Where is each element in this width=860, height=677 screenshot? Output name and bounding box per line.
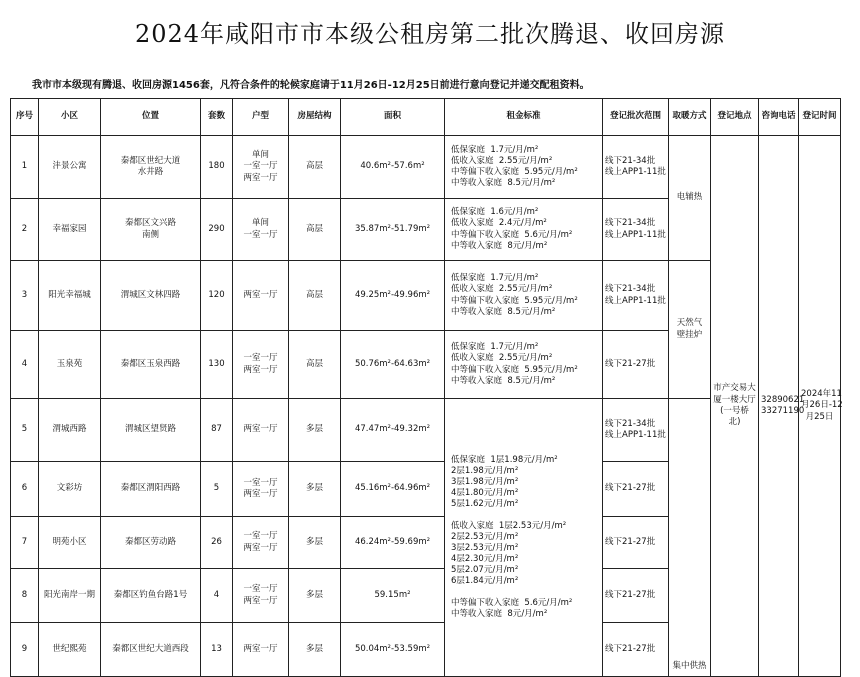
cell-heating-gas: 天然气 壁挂炉 (669, 261, 711, 399)
cell-community: 阳光幸福城 (39, 261, 101, 331)
cell-no: 1 (11, 136, 39, 199)
cell-structure: 高层 (289, 136, 341, 199)
cell-batch: 线下21-34批 线上APP1-11批 (603, 199, 669, 261)
cell-heating-electric: 电辅热 (669, 136, 711, 261)
cell-structure: 多层 (289, 623, 341, 677)
cell-community: 阳光南岸一期 (39, 569, 101, 623)
cell-units: 180 (201, 136, 233, 199)
cell-units: 5 (201, 462, 233, 517)
header-place: 登记地点 (711, 99, 759, 136)
cell-structure: 高层 (289, 261, 341, 331)
cell-units: 13 (201, 623, 233, 677)
cell-location: 秦都区玉泉西路 (101, 331, 201, 399)
cell-units: 4 (201, 569, 233, 623)
cell-location: 渭城区文林四路 (101, 261, 201, 331)
cell-location: 秦都区渭阳西路 (101, 462, 201, 517)
header-area: 面积 (341, 99, 445, 136)
cell-community: 文彩坊 (39, 462, 101, 517)
cell-batch: 线下21-34批 线上APP1-11批 (603, 399, 669, 462)
header-phone: 咨询电话 (759, 99, 799, 136)
cell-area: 45.16m²-64.96m² (341, 462, 445, 517)
cell-no: 9 (11, 623, 39, 677)
cell-community: 玉泉苑 (39, 331, 101, 399)
cell-location: 秦都区文兴路 南侧 (101, 199, 201, 261)
cell-type: 一室一厅 两室一厅 (233, 517, 289, 569)
cell-units: 26 (201, 517, 233, 569)
cell-rent: 低保家庭 1.6元/月/m² 低收入家庭 2.4元/月/m² 中等偏下收入家庭 5.6元/月/m² 中等收入家庭 8元/月/m² (445, 199, 603, 261)
header-location: 位置 (101, 99, 201, 136)
cell-batch: 线下21-27批 (603, 569, 669, 623)
housing-table (10, 98, 841, 677)
cell-location: 秦都区世纪大道西段 (101, 623, 201, 677)
cell-type: 一室一厅 两室一厅 (233, 331, 289, 399)
cell-batch: 线下21-27批 (603, 331, 669, 399)
cell-units: 87 (201, 399, 233, 462)
cell-community: 沣景公寓 (39, 136, 101, 199)
cell-community: 世纪熙苑 (39, 623, 101, 677)
cell-no: 3 (11, 261, 39, 331)
cell-location: 秦都区世纪大道 水井路 (101, 136, 201, 199)
cell-units: 130 (201, 331, 233, 399)
notice-text: 我市市本级现有腾退、收回房源1456套，凡符合条件的轮候家庭请于11月26日-12月25日前进行意向登记并递交配租资料。 (32, 80, 590, 91)
cell-rent: 低保家庭 1.7元/月/m² 低收入家庭 2.55元/月/m² 中等偏下收入家庭 5.95元/月/m² 中等收入家庭 8.5元/月/m² (445, 136, 603, 199)
cell-area: 46.24m²-59.69m² (341, 517, 445, 569)
cell-type: 两室一厅 (233, 399, 289, 462)
cell-structure: 多层 (289, 462, 341, 517)
header-rent: 租金标准 (445, 99, 603, 136)
cell-structure: 多层 (289, 399, 341, 462)
cell-batch: 线下21-27批 (603, 623, 669, 677)
header-time: 登记时间 (799, 99, 841, 136)
cell-register-place: 市产交易大 厦一楼大厅 (一号桥 北) (711, 136, 759, 677)
table-header (11, 99, 841, 136)
cell-rent-multilayer: 低保家庭 1层1.98元/月/m² 2层1.98元/月/m² 3层1.98元/月/m² 4层1.80元/月/m² 5层1.62元/月/m² 低收入家庭 1层2.53元/月/m² 2层2.53元/月/m² 3层2.53元/月/m² 4层2.30元/月/m² 5层2.07元/月/m² 6层1.84元/月/m² 中等偏下收入家庭 5.6元/月/m² 中等收入家庭 8元/月/m² (445, 399, 603, 677)
cell-location: 秦都区钓鱼台路1号 (101, 569, 201, 623)
cell-structure: 多层 (289, 517, 341, 569)
cell-no: 6 (11, 462, 39, 517)
header-heating: 取暖方式 (669, 99, 711, 136)
header-type: 户型 (233, 99, 289, 136)
cell-no: 2 (11, 199, 39, 261)
cell-phone: 32890621 33271190 (759, 136, 799, 677)
cell-no: 8 (11, 569, 39, 623)
header-structure: 房屋结构 (289, 99, 341, 136)
header-units: 套数 (201, 99, 233, 136)
cell-type: 一室一厅 两室一厅 (233, 462, 289, 517)
cell-batch: 线下21-34批 线上APP1-11批 (603, 136, 669, 199)
cell-area: 40.6m²-57.6m² (341, 136, 445, 199)
cell-batch: 线下21-27批 (603, 462, 669, 517)
cell-area: 59.15m² (341, 569, 445, 623)
cell-area: 50.76m²-64.63m² (341, 331, 445, 399)
cell-rent: 低保家庭 1.7元/月/m² 低收入家庭 2.55元/月/m² 中等偏下收入家庭 5.95元/月/m² 中等收入家庭 8.5元/月/m² (445, 331, 603, 399)
cell-no: 4 (11, 331, 39, 399)
cell-no: 7 (11, 517, 39, 569)
cell-area: 50.04m²-53.59m² (341, 623, 445, 677)
header-no: 序号 (11, 99, 39, 136)
cell-area: 47.47m²-49.32m² (341, 399, 445, 462)
cell-structure: 高层 (289, 199, 341, 261)
cell-area: 49.25m²-49.96m² (341, 261, 445, 331)
cell-no: 5 (11, 399, 39, 462)
cell-units: 290 (201, 199, 233, 261)
cell-structure: 多层 (289, 569, 341, 623)
cell-location: 秦都区劳动路 (101, 517, 201, 569)
cell-register-time: 2024年11 月26日-12 月25日 (799, 136, 841, 677)
cell-location: 渭城区望贤路 (101, 399, 201, 462)
cell-units: 120 (201, 261, 233, 331)
cell-area: 35.87m²-51.79m² (341, 199, 445, 261)
cell-community: 渭城西路 (39, 399, 101, 462)
cell-community: 明苑小区 (39, 517, 101, 569)
header-community: 小区 (39, 99, 101, 136)
table-row (11, 136, 841, 199)
page-title: 2024年咸阳市市本级公租房第二批次腾退、收回房源 (134, 20, 726, 48)
cell-type: 单间 一室一厅 (233, 199, 289, 261)
cell-type: 一室一厅 两室一厅 (233, 569, 289, 623)
cell-community: 幸福家园 (39, 199, 101, 261)
cell-type: 两室一厅 (233, 261, 289, 331)
cell-heating-central: 集中供热 (669, 399, 711, 677)
cell-type: 两室一厅 (233, 623, 289, 677)
header-batch: 登记批次范围 (603, 99, 669, 136)
cell-type: 单间 一室一厅 两室一厅 (233, 136, 289, 199)
cell-batch: 线下21-27批 (603, 517, 669, 569)
cell-structure: 高层 (289, 331, 341, 399)
cell-batch: 线下21-34批 线上APP1-11批 (603, 261, 669, 331)
cell-rent: 低保家庭 1.7元/月/m² 低收入家庭 2.55元/月/m² 中等偏下收入家庭 5.95元/月/m² 中等收入家庭 8.5元/月/m² (445, 261, 603, 331)
